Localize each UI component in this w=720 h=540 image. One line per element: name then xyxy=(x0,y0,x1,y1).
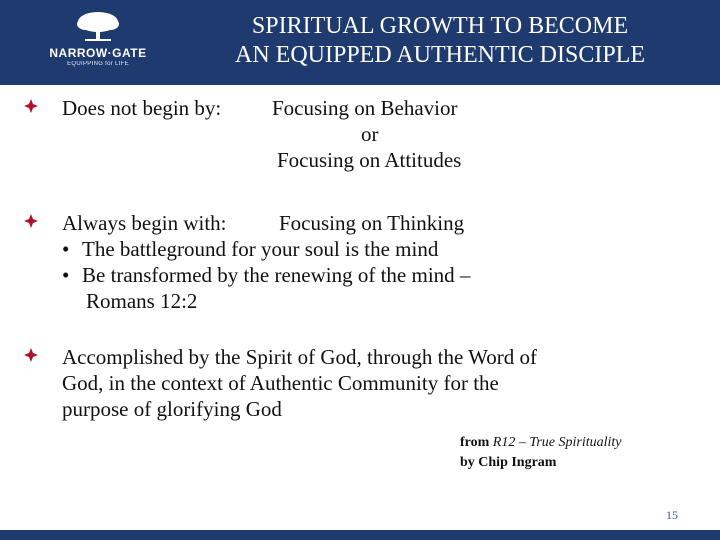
bullet-2-sub-1: The battleground for your soul is the mind xyxy=(82,237,439,261)
tree-icon xyxy=(73,10,123,44)
header-bar xyxy=(0,0,720,85)
footer-bar xyxy=(0,530,720,540)
bullet-1-item-2: or xyxy=(361,122,379,146)
slide-title xyxy=(170,12,710,70)
bullet-3-line-2: God, in the context of Authentic Community for the xyxy=(62,371,499,395)
title-line-2: AN EQUIPPED AUTHENTIC DISCIPLE xyxy=(235,42,645,68)
bullet-2-sub-2: Be transformed by the renewing of the mind – xyxy=(82,263,471,287)
attribution xyxy=(460,433,622,473)
bullet-2-focus: Focusing on Thinking xyxy=(279,211,465,235)
narrow-gate-logo xyxy=(28,10,168,76)
bullet-3-line-3: purpose of glorifying God xyxy=(62,397,282,421)
logo-name: NARROW·GATE xyxy=(49,46,147,60)
sub-bullet-dot: • xyxy=(62,237,70,261)
bullet-2 xyxy=(24,210,684,320)
sub-bullet-dot: • xyxy=(62,263,70,287)
bullet-1-label: Does not begin by: xyxy=(62,96,222,120)
bullet-1-item-1: Focusing on Behavior xyxy=(272,96,458,120)
attribution-from: from xyxy=(460,435,490,450)
bullet-3-line-1: Accomplished by the Spirit of God, through the Word of xyxy=(62,345,538,369)
logo-tagline: EQUIPPING for LIFE xyxy=(67,61,129,67)
bullet-2-sub-2-cont: Romans 12:2 xyxy=(86,289,198,313)
diamond-bullet-icon xyxy=(24,214,38,228)
bullet-1-item-3: Focusing on Attitudes xyxy=(277,148,462,172)
bullet-1 xyxy=(24,95,684,175)
diamond-bullet-icon xyxy=(24,348,38,362)
diamond-bullet-icon xyxy=(24,99,38,113)
title-line-1: SPIRITUAL GROWTH TO BECOME xyxy=(251,13,629,39)
bullet-2-label: Always begin with: xyxy=(62,211,227,235)
page-number: 15 xyxy=(666,508,678,522)
attribution-work: R12 – True Spirituality xyxy=(492,435,622,450)
attribution-author: by Chip Ingram xyxy=(460,455,557,470)
attribution-line-1 xyxy=(460,433,622,453)
bullet-3 xyxy=(24,344,684,424)
